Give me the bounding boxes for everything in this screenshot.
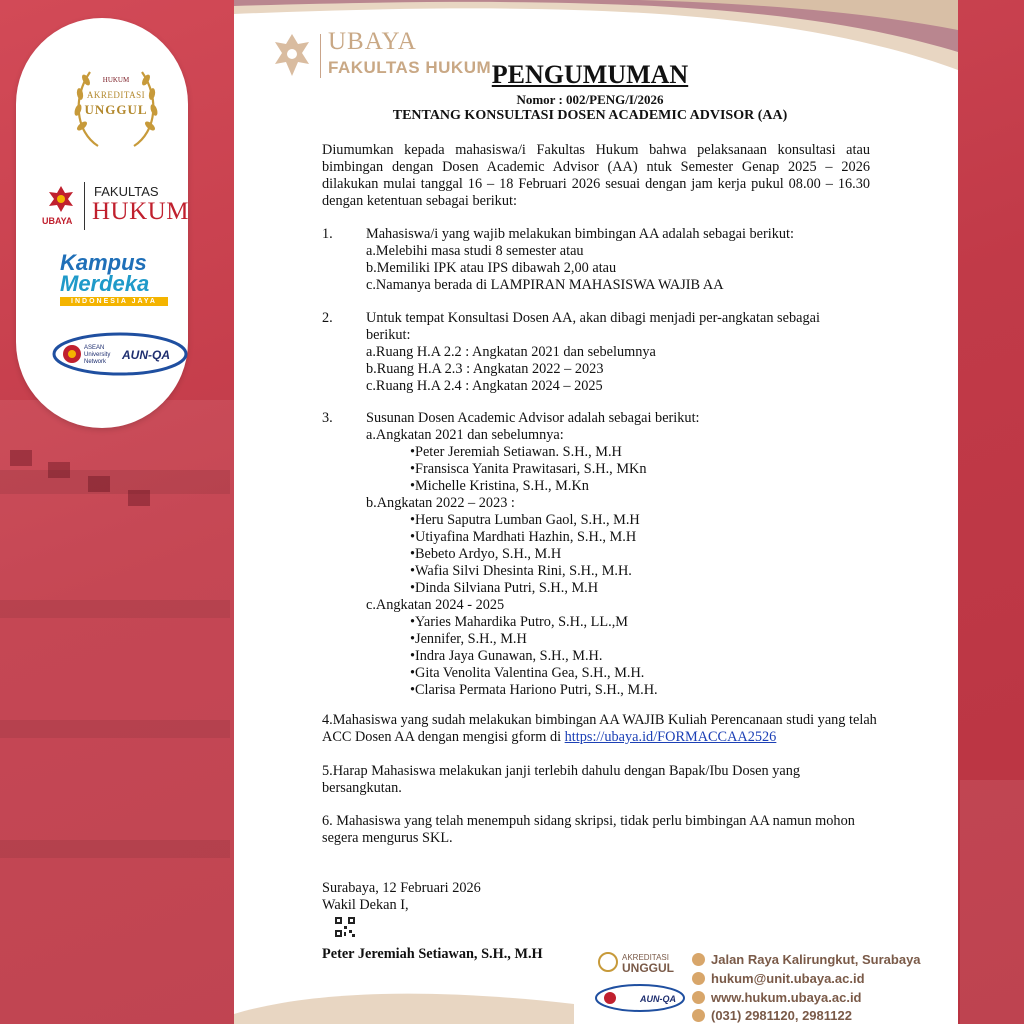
advisor-name: •Wafia Silvi Dhesinta Rini, S.H., M.H.: [410, 563, 632, 579]
announcement-number: Nomor : 002/PENG/I/2026: [516, 92, 664, 107]
footer-unggul-text: UNGGUL: [622, 961, 674, 975]
aun-network-text: Network: [84, 359, 107, 365]
announcement-subject: TENTANG KONSULTASI DOSEN ACADEMIC ADVISOR (AA): [392, 108, 788, 123]
list-item: c.Namanya berada di LAMPIRAN MAHASISWA WAJIB AA: [366, 277, 724, 293]
building-window: [48, 462, 70, 478]
address-text: Jalan Raya Kalirungkut, Surabaya: [711, 952, 921, 967]
location-pin-icon: [692, 953, 705, 966]
merdeka-text: Merdeka: [60, 271, 150, 296]
kampus-merdeka-logo: [60, 252, 176, 314]
list-item: b.Memiliki IPK atau IPS dibawah 2,00 atau: [366, 260, 617, 276]
advisor-name: •Dinda Silviana Putri, S.H., M.H: [410, 580, 599, 596]
logo-divider: [84, 182, 85, 230]
contact-address: [692, 950, 952, 969]
signature-place-date: Surabaya, 12 Februari 2026: [322, 880, 481, 896]
qr-code-icon: [334, 916, 356, 938]
header-faculty-text: FAKULTAS HUKUM: [328, 58, 492, 77]
footer-aun-text: AUN-QA: [640, 994, 676, 1004]
unggul-label: UNGGUL: [84, 102, 148, 117]
fakultas-hukum-logo: [40, 178, 200, 234]
group-label: c.Angkatan 2024 - 2025: [366, 597, 505, 613]
ubaya-crest-icon: [46, 184, 76, 214]
indonesia-jaya-tag: INDONESIA JAYA: [60, 297, 168, 306]
advisor-name: •Indra Jaya Gunawan, S.H., M.H.: [410, 648, 603, 664]
email-text: hukum@unit.ubaya.ac.id: [711, 971, 865, 986]
phone-text: (031) 2981120, 2981122: [711, 1008, 852, 1023]
advisor-name: •Jennifer, S.H., M.H: [410, 631, 527, 647]
building-band: [0, 840, 230, 858]
aun-qa-text: AUN-QA: [122, 348, 170, 362]
list-item: b.Ruang H.A 2.3 : Angkatan 2022 – 2023: [366, 361, 604, 377]
intro-paragraph: Diumumkan kepada mahasiswa/i Fakultas Hukum bahwa pelaksanaan konsultasi atau bimbingan dengan Dosen Academic Advisor (AA) ntuk Semester Genap 2025 – 2026 dilakukan mulai tanggal 16 – 18 Februari 2026 sesuai dengan jam kerja pukul 08.00 – 16.30 dengan ketentuan sebagai berikut:: [322, 142, 870, 209]
logo-panel: [16, 18, 188, 428]
ubaya-text: UBAYA: [42, 216, 73, 226]
group-label: b.Angkatan 2022 – 2023 :: [366, 495, 515, 511]
advisor-name: •Fransisca Yanita Prawitasari, S.H., MKn: [410, 461, 647, 477]
advisor-name: •Michelle Kristina, S.H., M.Kn: [410, 478, 589, 494]
website-text: www.hukum.ubaya.ac.id: [711, 990, 862, 1005]
building-window: [128, 490, 150, 506]
footer-swoosh: [234, 984, 958, 1024]
aun-asean-text: ASEAN: [84, 345, 105, 351]
advisor-name: •Heru Saputra Lumban Gaol, S.H., M.H: [410, 512, 640, 528]
building-band: [0, 470, 230, 494]
akreditasi-unggul-badge: [68, 58, 164, 158]
section-number: 1.: [322, 226, 333, 242]
section-number: 3.: [322, 410, 333, 426]
advisor-name: •Utiyafina Mardhati Hazhin, S.H., M.H: [410, 529, 637, 545]
page-title: PENGUMUMAN: [491, 60, 689, 89]
advisor-name: •Yaries Mahardika Putro, S.H., LL.,M: [410, 614, 628, 630]
section-4-text: 4.Mahasiswa yang sudah melakukan bimbingan AA WAJIB Kuliah Perencanaan studi yang telah ACC Dosen AA dengan mengisi gform di: [322, 712, 877, 745]
footer-akreditasi-text: AKREDITASI: [622, 953, 669, 962]
section-number: 2.: [322, 310, 333, 326]
aun-qa-logo: [52, 332, 188, 376]
fakultas-text: FAKULTAS: [94, 184, 159, 199]
akreditasi-small-label: HUKUM: [102, 76, 130, 84]
hukum-text: HUKUM: [92, 198, 189, 225]
signature-role: Wakil Dekan I,: [322, 897, 409, 913]
advisor-name: •Gita Venolita Valentina Gea, S.H., M.H.: [410, 665, 645, 681]
list-item: a.Melebihi masa studi 8 semester atau: [366, 243, 584, 259]
kampus-text: Kampus: [60, 250, 147, 275]
building-window: [88, 476, 110, 492]
header-ubaya-text: UBAYA: [328, 28, 417, 55]
signatory-name: Peter Jeremiah Setiawan, S.H., M.H: [322, 946, 543, 962]
building-band: [0, 600, 230, 618]
advisor-name: •Clarisa Permata Hariono Putri, S.H., M.H.: [410, 682, 658, 698]
list-item: c.Ruang H.A 2.4 : Angkatan 2024 – 2025: [366, 378, 603, 394]
gform-link[interactable]: https://ubaya.id/FORMACCAA2526: [564, 729, 777, 745]
group-label: a.Angkatan 2021 dan sebelumnya:: [366, 427, 564, 443]
building-band: [0, 720, 230, 738]
advisor-name: •Bebeto Ardyo, S.H., M.H: [410, 546, 562, 562]
announcement-document: [234, 0, 958, 1024]
section-6: 6. Mahasiswa yang telah menempuh sidang skripsi, tidak perlu bimbingan AA namun mohon segera mengurus SKL.: [322, 813, 855, 846]
building-shape: [960, 780, 1024, 1024]
section-4: [322, 712, 882, 746]
section-5: 5.Harap Mahasiswa melakukan janji terlebih dahulu dengan Bapak/Ibu Dosen yang bersangkutan.: [322, 763, 801, 796]
section-lead: Untuk tempat Konsultasi Dosen AA, akan dibagi menjadi per-angkatan sebagai berikut:: [366, 310, 820, 343]
section-lead: Susunan Dosen Academic Advisor adalah sebagai berikut:: [366, 410, 700, 426]
building-window: [10, 450, 32, 466]
section-lead: Mahasiswa/i yang wajib melakukan bimbingan AA adalah sebagai berikut:: [366, 226, 795, 242]
akreditasi-label: AKREDITASI: [86, 90, 146, 100]
advisor-name: •Peter Jeremiah Setiawan. S.H., M.H: [410, 444, 622, 460]
aun-university-text: University: [84, 352, 111, 358]
list-item: a.Ruang H.A 2.2 : Angkatan 2021 dan sebelumnya: [366, 344, 656, 360]
